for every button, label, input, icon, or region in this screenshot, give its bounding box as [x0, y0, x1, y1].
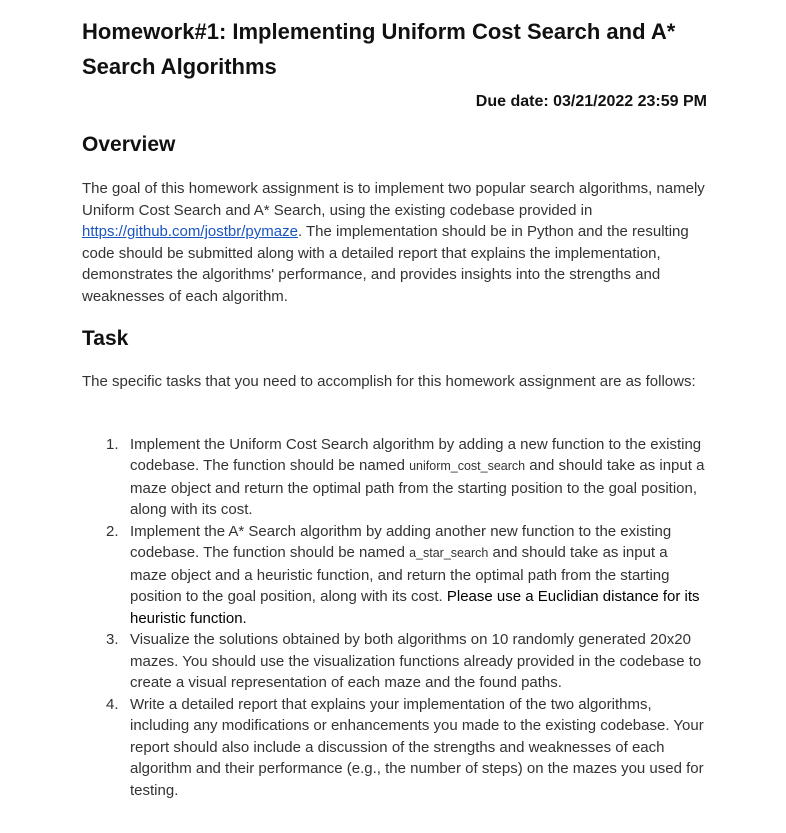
overview-text-2: . The implementation should be in Python and the resulting code should be submitted along with a detailed report that explains the implementation, demonstrates the algorithms' performance, and provides insights into the strengths and weaknesses of each algorithm. — [82, 223, 689, 305]
overview-paragraph — [82, 178, 707, 307]
task-intro: The specific tasks that you need to accomplish for this homework assignment are as follows: — [82, 373, 696, 390]
list-number: 4. — [106, 695, 119, 713]
task-item-text: Implement the A* Search algorithm by adding another new function to the existing codebase. The function should be named — [130, 522, 672, 561]
task-item-text: Implement the Uniform Cost Search algorithm by adding a new function to the existing codebase. The function should be named — [130, 435, 702, 474]
heuristic-note: Please use a Euclidian distance for its heuristic function. — [130, 588, 700, 627]
list-number: 3. — [106, 631, 119, 648]
overview-heading: Overview — [82, 133, 176, 156]
document-page — [82, 14, 707, 801]
due-date: Due date: 03/21/2022 23:59 PM — [475, 93, 707, 110]
task-item-text: and should take as input a maze object and return the optimal path from the starting position to the goal position, along with its cost. — [130, 457, 705, 518]
list-number: 2. — [106, 522, 119, 540]
list-number: 1. — [106, 435, 119, 453]
overview-text-1: The goal of this homework assignment is to implement two popular search algorithms, namely Uniform Cost Search and A* Search, using the existing codebase provided in — [82, 180, 705, 219]
function-name: a_star_search — [409, 546, 489, 560]
task-item-4 — [82, 694, 707, 802]
task-item-text: Write a detailed report that explains your implementation of the two algorithms, including any modifications or enhancements you made to the existing codebase. Your report should also include a discussion of the strengths and weaknesses of each algorithm and their performance (e.g., the number of steps) on the mazes you used for testing. — [130, 695, 704, 799]
task-item-text: Visualize the solutions obtained by both algorithms on 10 randomly generated 20x20 mazes. You should use the visualization functions already provided in the codebase to create a visual representation of each maze and the found paths. — [130, 631, 702, 691]
task-item-2 — [82, 521, 707, 630]
task-list — [82, 434, 707, 802]
task-item-1 — [82, 434, 707, 521]
task-item-3 — [82, 629, 707, 694]
task-heading: Task — [82, 327, 129, 350]
document-title: Homework#1: Implementing Uniform Cost Search and A* Search Algorithms — [82, 19, 676, 79]
function-name: uniform_cost_search — [409, 459, 526, 473]
pymaze-link[interactable]: https://github.com/jostbr/pymaze — [82, 223, 298, 240]
task-item-text: and should take as input a maze object and a heuristic function, and return the optimal path from the starting position to the goal position, along with its cost. — [130, 544, 670, 605]
